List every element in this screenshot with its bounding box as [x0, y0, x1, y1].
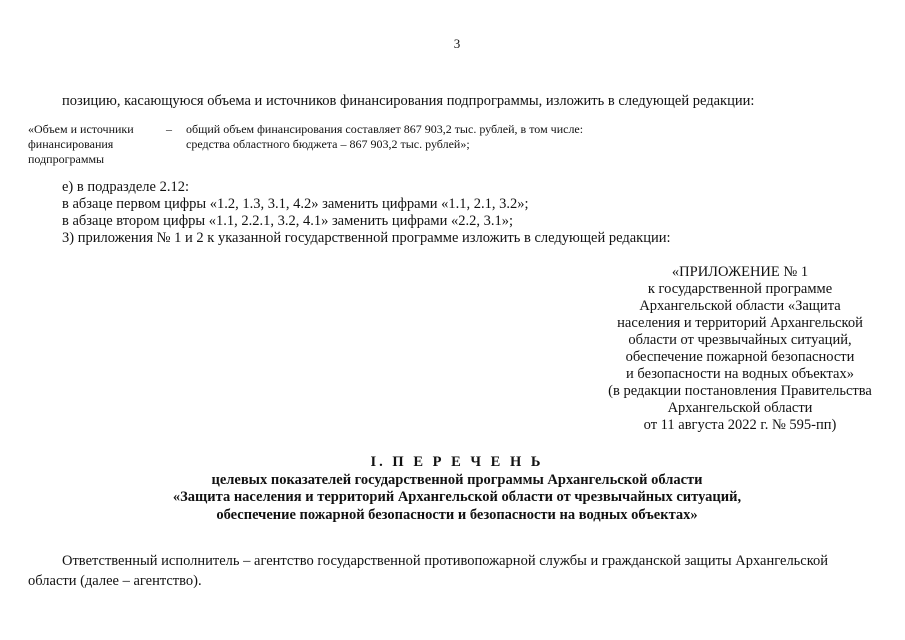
appendix-line: от 11 августа 2022 г. № 595-пп): [643, 417, 837, 433]
financing-label-line: финансирования: [28, 137, 114, 151]
heading-line: обеспечение пожарной безопасности и безопасности на водных объектах»: [216, 506, 698, 523]
heading-line: целевых показателей государственной программы Архангельской области: [211, 471, 703, 488]
heading-line: «Защита населения и территорий Архангельской области от чрезвычайных ситуаций,: [172, 489, 742, 505]
closing-line: области (далее – агентство).: [28, 573, 202, 589]
amendment-line: 3) приложения № 1 и 2 к указанной государственной программе изложить в следующей редакции:: [62, 230, 671, 246]
appendix-block: [590, 264, 890, 434]
amendment-line: в абзаце первом цифры «1.2, 1.3, 3.1, 4.2» заменить цифрами «1.1, 2.1, 3.2»;: [62, 196, 529, 212]
amendment-line: е) в подразделе 2.12:: [62, 179, 189, 195]
appendix-line: населения и территорий Архангельской: [617, 315, 863, 331]
appendix-line: (в редакции постановления Правительства: [608, 383, 872, 399]
appendix-line: к государственной программе: [647, 281, 833, 297]
appendix-line: Архангельской области: [667, 400, 813, 416]
closing-line: Ответственный исполнитель – агентство государственной противопожарной службы и гражданской защиты Архангельской: [62, 553, 829, 569]
appendix-line: области от чрезвычайных ситуаций,: [628, 332, 852, 348]
intro-line: позицию, касающуюся объема и источников финансирования подпрограммы, изложить в следующей редакции:: [62, 93, 755, 109]
list-heading: [0, 454, 905, 524]
financing-dash: –: [166, 122, 172, 136]
appendix-line: обеспечение пожарной безопасности: [625, 349, 855, 365]
financing-value-line: общий объем финансирования составляет 867 903,2 тыс. рублей, в том числе:: [186, 122, 584, 136]
heading-title: I. П Е Р Е Ч Е Н Ь: [370, 454, 544, 470]
financing-label-line: «Объем и источники: [28, 122, 134, 136]
financing-label-line: подпрограммы: [28, 152, 105, 166]
financing-value-line: средства областного бюджета – 867 903,2 тыс. рублей»;: [186, 137, 470, 151]
amendment-line: в абзаце втором цифры «1.1, 2.2.1, 3.2, 4.1» заменить цифрами «2.2, 3.1»;: [62, 213, 514, 229]
appendix-line: «ПРИЛОЖЕНИЕ № 1: [671, 264, 809, 280]
page-number: 3: [453, 36, 461, 51]
appendix-line: и безопасности на водных объектах»: [626, 366, 854, 382]
appendix-line: Архангельской области «Защита: [639, 298, 841, 314]
